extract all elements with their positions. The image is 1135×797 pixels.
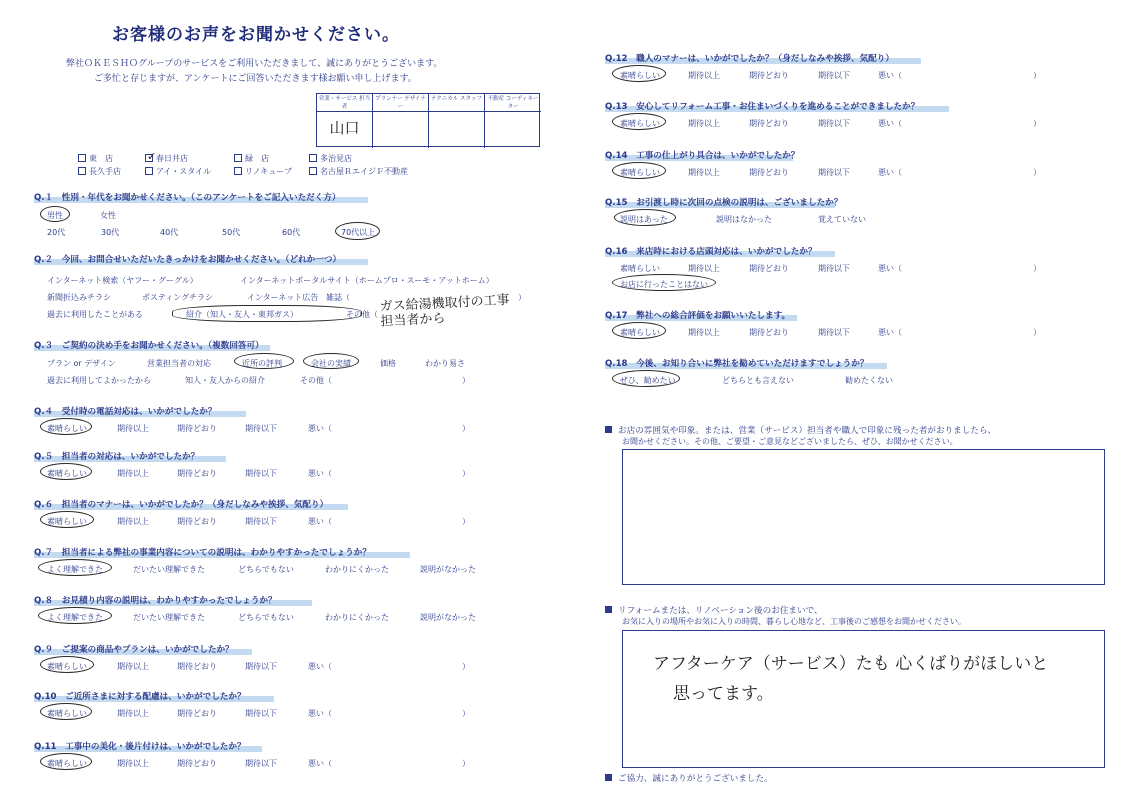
store-checkbox-higashi[interactable]: 東 店 [78, 153, 113, 164]
q12-option-as-expected[interactable]: 期待どおり [749, 71, 789, 80]
answer-circle [40, 206, 70, 222]
staff-realestate-value[interactable] [485, 112, 541, 148]
q10-option-below-expectation[interactable]: 期待以下 [245, 709, 277, 718]
q18-option-definitely-recommend[interactable]: ぜひ、勧めたい [620, 376, 676, 385]
q13-option-above-expectation[interactable]: 期待以上 [688, 119, 720, 128]
q14-option-poor[interactable]: 悪い（ [878, 168, 902, 177]
q11-option-below-expectation[interactable]: 期待以下 [245, 759, 277, 768]
q15-label: Q.15 お引渡し時に次回の点検の説明は、ございましたか？ [605, 198, 843, 208]
q16-option-below-expectation[interactable]: 期待以下 [818, 264, 850, 273]
q9-option-as-expected[interactable]: 期待どおり [177, 662, 217, 671]
q2-label: Q.２ 今回、お問合せいただいたきっかけをお聞かせください。（どれか一つ） [34, 255, 342, 265]
q2-option-newspaper-flyer[interactable]: 新聞折込みチラシ [47, 293, 111, 302]
q3-label: Q.３ ご契約の決め手をお聞かせください。（複数回答可） [34, 341, 264, 351]
staff-header-sales: 営業・サービス 担当者 [317, 94, 373, 112]
store-checkbox-midori[interactable]: 緑 店 [234, 153, 269, 164]
q6-label: Q.６ 担当者のマナーは、いかがでしたか？（身だしなみや挨拶、気配り） [34, 500, 329, 510]
q8-label: Q.８ お見積り内容の説明は、わかりやすかったでしょうか？ [34, 596, 277, 606]
answer-circle [612, 274, 716, 291]
comment2-answer-line-1: アフターケア（サービス）たも 心くばりがほしいと [653, 654, 1049, 674]
q2-option-past-use[interactable]: 過去に利用したことがある [47, 310, 143, 319]
q7-option-understood-well[interactable]: よく理解できた [47, 565, 103, 574]
answer-circle [38, 559, 112, 576]
q13-option-as-expected[interactable]: 期待どおり [749, 119, 789, 128]
q3-option-other[interactable]: その他（ [300, 376, 332, 385]
q13-option-poor[interactable]: 悪い（ [878, 119, 902, 128]
q9-option-below-expectation[interactable]: 期待以下 [245, 662, 277, 671]
q8-option-hard-to-understand[interactable]: わかりにくかった [325, 613, 389, 622]
q16-option-as-expected[interactable]: 期待どおり [749, 264, 789, 273]
q3-option-plan-design[interactable]: プラン or デザイン [47, 359, 116, 368]
checkbox-icon [309, 167, 317, 175]
q11-option-poor[interactable]: 悪い（ [308, 759, 332, 768]
q3-option-price[interactable]: 価格 [380, 359, 396, 368]
q4-poor-close: ） [462, 424, 470, 433]
q7-option-no-explanation[interactable]: 説明がなかった [420, 565, 476, 574]
checkbox-icon [234, 167, 242, 175]
q9-option-excellent[interactable]: 素晴らしい [47, 662, 87, 671]
q1-age-70s-plus[interactable]: 70代以上 [341, 228, 376, 237]
q17-option-above-expectation[interactable]: 期待以上 [688, 328, 720, 337]
q13-label: Q.13 安心してリフォーム工事・お住まいづくりを進めることができましたか？ [605, 102, 920, 112]
checkbox-icon [78, 167, 86, 175]
answer-circle [40, 753, 92, 770]
q18-label: Q.18 今後、お知り合いに弊社を勧めていただけますでしょうか？ [605, 359, 869, 369]
q3-option-referral[interactable]: 知人・友人からの紹介 [185, 376, 265, 385]
q10-option-poor[interactable]: 悪い（ [308, 709, 332, 718]
q15-option-dont-remember[interactable]: 覚えていない [818, 215, 866, 224]
staff-technical-value[interactable] [429, 112, 485, 148]
q1-label: Q.１ 性別・年代をお聞かせください。（このアンケートをご記入いただく方） [34, 193, 341, 203]
q11-poor-close: ） [462, 759, 470, 768]
q9-label: Q.９ ご提案の商品やプランは、いかがでしたか？ [34, 645, 234, 655]
q4-label: Q.４ 受付時の電話対応は、いかがでしたか？ [34, 407, 217, 417]
q12-label: Q.12 職人のマナーは、いかがでしたか？（身だしなみや挨拶、気配り） [605, 54, 894, 64]
q7-option-neutral[interactable]: どちらでもない [238, 565, 294, 574]
q15-option-explained[interactable]: 説明はあった [620, 215, 668, 224]
q10-label: Q.10 ご近所さまに対する配慮は、いかがでしたか？ [34, 692, 246, 702]
q17-poor-close: ） [1033, 328, 1041, 337]
comment1-prompt-line-2: お聞かせください。その他、ご要望・ご意見などございましたら、ぜひ、お聞かせください。 [622, 437, 958, 446]
q11-option-above-expectation[interactable]: 期待以上 [117, 759, 149, 768]
store-checkbox-renocube[interactable]: リノキューブ [234, 166, 292, 177]
q2-handwritten-answer[interactable]: ガス給湯機取付の工事担当者から [379, 292, 510, 330]
q1-age-40s[interactable]: 40代 [160, 228, 179, 237]
store-checkbox-istyle[interactable]: アイ・スタイル [145, 166, 211, 177]
q9-option-above-expectation[interactable]: 期待以上 [117, 662, 149, 671]
q10-option-as-expected[interactable]: 期待どおり [177, 709, 217, 718]
checkbox-icon [145, 167, 153, 175]
q7-label: Q.７ 担当者による弊社の事業内容についての説明は、わかりやすかったでしょうか？ [34, 548, 371, 558]
q17-option-poor[interactable]: 悪い（ [878, 328, 902, 337]
q13-option-excellent[interactable]: 素晴らしい [620, 119, 660, 128]
answer-circle [612, 162, 666, 179]
answer-circle [172, 305, 362, 322]
q17-option-excellent[interactable]: 素晴らしい [620, 328, 660, 337]
q8-option-neutral[interactable]: どちらでもない [238, 613, 294, 622]
q5-option-above-expectation[interactable]: 期待以上 [117, 469, 149, 478]
q5-option-below-expectation[interactable]: 期待以下 [245, 469, 277, 478]
answer-circle [612, 322, 666, 339]
q2-option-magazine[interactable]: 雑誌（ [326, 293, 350, 302]
q3-option-past-good[interactable]: 過去に利用してよかったから [47, 376, 151, 385]
q8-option-understood-well[interactable]: よく理解できた [47, 613, 103, 622]
q14-option-as-expected[interactable]: 期待どおり [749, 168, 789, 177]
q13-option-below-expectation[interactable]: 期待以下 [818, 119, 850, 128]
q7-option-hard-to-understand[interactable]: わかりにくかった [325, 565, 389, 574]
q16-option-above-expectation[interactable]: 期待以上 [688, 264, 720, 273]
staff-header-planner: プランナー デザイナー [373, 94, 429, 112]
q5-label: Q.５ 担当者の対応は、いかがでしたか？ [34, 452, 200, 462]
q10-option-excellent[interactable]: 素晴らしい [47, 709, 87, 718]
answer-circle [38, 607, 112, 624]
comment1-prompt-line-1: お店の雰囲気や印象。または、営業（サービス）担当者や職人で印象に残った者がおりましたら、 [605, 424, 996, 436]
q9-poor-close: ） [462, 662, 470, 671]
q11-option-excellent[interactable]: 素晴らしい [47, 759, 87, 768]
intro-line-1: 弊社ＯＫＥＳＨＯグループのサービスをご利用いただきまして、誠にありがとうございます。 [66, 59, 443, 69]
q1-option-female[interactable]: 女性 [100, 211, 116, 220]
q6-poor-close: ） [462, 517, 470, 526]
q16-option-never-visited[interactable]: お店に行ったことはない [620, 280, 708, 289]
q14-option-below-expectation[interactable]: 期待以下 [818, 168, 850, 177]
q17-option-as-expected[interactable]: 期待どおり [749, 328, 789, 337]
q5-option-poor[interactable]: 悪い（ [308, 469, 332, 478]
q4-option-excellent[interactable]: 素晴らしい [47, 424, 87, 433]
q14-label: Q.14 工事の仕上がり具合は、いかがでしたか？ [605, 151, 800, 161]
survey-title: お客様のお声をお聞かせください。 [112, 25, 400, 45]
square-bullet-icon [605, 606, 612, 613]
q6-option-above-expectation[interactable]: 期待以上 [117, 517, 149, 526]
q5-option-excellent[interactable]: 素晴らしい [47, 469, 87, 478]
q11-option-as-expected[interactable]: 期待どおり [177, 759, 217, 768]
square-bullet-icon [605, 774, 612, 781]
staff-header-realestate: 不動産 コーディネーター [485, 94, 541, 112]
staff-planner-value[interactable] [373, 112, 429, 148]
answer-circle [303, 353, 359, 369]
checkbox-icon [309, 154, 317, 162]
answer-circle [612, 65, 666, 82]
q13-poor-close: ） [1033, 119, 1041, 128]
q10-poor-close: ） [462, 709, 470, 718]
q16-label: Q.16 来店時における店頭対応は、いかがでしたか？ [605, 247, 817, 257]
q6-option-below-expectation[interactable]: 期待以下 [245, 517, 277, 526]
comment2-answer-line-2: 思ってます。 [673, 684, 774, 704]
q1-age-30s[interactable]: 30代 [101, 228, 120, 237]
q6-option-excellent[interactable]: 素晴らしい [47, 517, 87, 526]
q12-poor-close: ） [1033, 71, 1041, 80]
answer-circle [612, 370, 680, 387]
staff-table [316, 93, 540, 147]
q15-option-not-explained[interactable]: 説明はなかった [716, 215, 772, 224]
thank-you-footer: ご協力、誠にありがとうございました。 [605, 772, 773, 784]
comment1-textbox[interactable] [622, 449, 1105, 585]
q16-poor-close: ） [1033, 264, 1041, 273]
comment2-prompt-line-1: リフォームまたは、リノベーション後のお住まいで、 [605, 604, 823, 616]
q12-option-excellent[interactable]: 素晴らしい [620, 71, 660, 80]
q3-option-clarity[interactable]: わかり易さ [425, 359, 465, 368]
answer-circle [614, 209, 676, 226]
q10-option-above-expectation[interactable]: 期待以上 [117, 709, 149, 718]
store-checkbox-nagakute[interactable]: 長久手店 [78, 166, 121, 177]
store-checkbox-kasugai[interactable]: ✓ 春日井店 [147, 150, 188, 163]
q14-option-excellent[interactable]: 素晴らしい [620, 168, 660, 177]
q18-option-undecided[interactable]: どちらとも言えない [722, 376, 794, 385]
q12-option-below-expectation[interactable]: 期待以下 [818, 71, 850, 80]
q8-option-no-explanation[interactable]: 説明がなかった [420, 613, 476, 622]
q12-option-poor[interactable]: 悪い（ [878, 71, 902, 80]
q7-option-mostly-understood[interactable]: だいたい理解できた [133, 565, 205, 574]
q3-option-company-record[interactable]: 会社の実績 [311, 359, 351, 368]
q2-option-portal-site[interactable]: インターネットポータルサイト（ホームプロ・スーモ・アットホーム） [240, 276, 494, 285]
answer-circle [40, 656, 94, 673]
q2-option-internet-search[interactable]: インターネット検索（ヤフー・グーグル） [47, 276, 198, 285]
q6-option-poor[interactable]: 悪い（ [308, 517, 332, 526]
q14-option-above-expectation[interactable]: 期待以上 [688, 168, 720, 177]
answer-circle [234, 353, 294, 369]
q16-option-excellent[interactable]: 素晴らしい [620, 264, 660, 273]
q18-option-not-recommend[interactable]: 勧めたくない [845, 376, 893, 385]
staff-header-technical: テクニカル スタッフ [429, 94, 485, 112]
q9-option-poor[interactable]: 悪い（ [308, 662, 332, 671]
square-bullet-icon [605, 426, 612, 433]
q4-option-poor[interactable]: 悪い（ [308, 424, 332, 433]
q1-age-20s[interactable]: 20代 [47, 228, 66, 237]
q12-option-above-expectation[interactable]: 期待以上 [688, 71, 720, 80]
answer-circle [335, 222, 380, 240]
q17-label: Q.17 弊社への総合評価をお願いいたします。 [605, 311, 791, 321]
checkbox-icon [78, 154, 86, 162]
q8-option-mostly-understood[interactable]: だいたい理解できた [133, 613, 205, 622]
q3-option-neighborhood-reputation[interactable]: 近所の評判 [242, 359, 282, 368]
answer-circle [40, 418, 92, 435]
q17-option-below-expectation[interactable]: 期待以下 [818, 328, 850, 337]
intro-line-2: ご多忙と存じますが、アンケートにご回答いただきます様お願い申し上げます。 [94, 74, 417, 84]
q5-poor-close: ） [462, 469, 470, 478]
q1-age-50s[interactable]: 50代 [222, 228, 241, 237]
q4-option-above-expectation[interactable]: 期待以上 [117, 424, 149, 433]
q11-label: Q.11 工事中の美化・後片付けは、いかがでしたか？ [34, 742, 246, 752]
q2-option-internet-ad[interactable]: インターネット広告 [247, 293, 319, 302]
q2-option-posting-flyer[interactable]: ポスティングチラシ [142, 293, 214, 302]
q1-option-male[interactable]: 男性 [47, 211, 63, 220]
q14-poor-close: ） [1033, 168, 1041, 177]
staff-sales-value[interactable]: 山口 [317, 112, 373, 148]
comment2-textbox[interactable] [622, 630, 1105, 768]
comment2-prompt-line-2: お気に入りの場所やお気に入りの時間、暮らし心地など、工事後のご感想をお聞かせください。 [622, 617, 966, 626]
answer-circle [612, 113, 666, 130]
q3-option-sales-response[interactable]: 営業担当者の対応 [147, 359, 211, 368]
q1-age-60s[interactable]: 60代 [282, 228, 301, 237]
q5-option-as-expected[interactable]: 期待どおり [177, 469, 217, 478]
q3-other-close: ） [462, 376, 470, 385]
store-checkbox-tajimi[interactable]: 多治見店 [309, 153, 352, 164]
answer-circle [40, 511, 94, 528]
q2-magazine-close: ） [518, 293, 526, 302]
q4-option-below-expectation[interactable]: 期待以下 [245, 424, 277, 433]
answer-circle [40, 463, 92, 480]
q4-option-as-expected[interactable]: 期待どおり [177, 424, 217, 433]
checkbox-checked-icon: ✓ [147, 150, 157, 163]
q2-option-other[interactable]: その他（ [346, 310, 378, 319]
checkbox-icon [234, 154, 242, 162]
q16-option-poor[interactable]: 悪い（ [878, 264, 902, 273]
q2-option-referral[interactable]: 紹介（知人・友人・東邦ガス） [186, 310, 298, 319]
q6-option-as-expected[interactable]: 期待どおり [177, 517, 217, 526]
answer-circle [40, 703, 92, 720]
store-checkbox-nagoya-rage[interactable]: 名古屋ＲエイジＦ不動産 [309, 166, 408, 177]
